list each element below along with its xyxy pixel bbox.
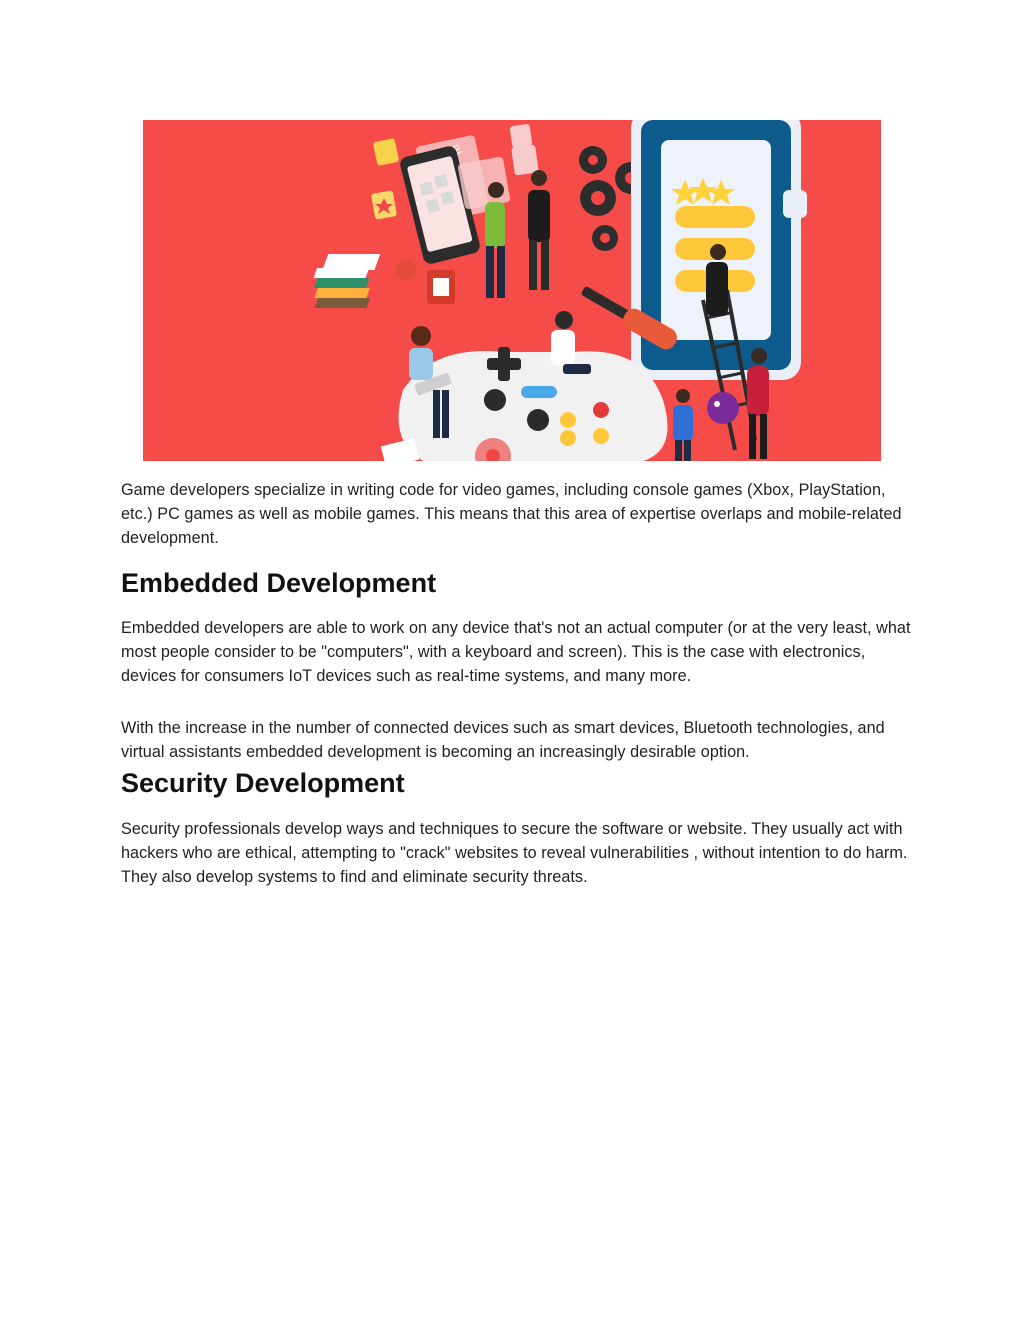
security-development-heading: Security Development: [121, 768, 405, 798]
illustration-svg: [143, 120, 881, 461]
embedded-development-heading: Embedded Development: [121, 568, 437, 598]
embedded-development-paragraph-2: With the increase in the number of connected devices such as smart devices, Bluetooth technologies, and virtual assistants embedded development is becoming an increasingly desirable option.: [121, 719, 885, 761]
game-development-illustration: [143, 120, 881, 461]
game-development-paragraph: Game developers specialize in writing code for video games, including console games (Xbox, PlayStation, etc.) PC games as well as mobile games. This means that this area of expertise overlaps and mobile-related development.: [121, 481, 902, 547]
security-development-paragraph: Security professionals develop ways and techniques to secure the software or website. They usually act with hackers who are ethical, attempting to "crack" websites to reveal vulnerabilities , without intention to do harm. They also develop systems to find and eliminate security threats.: [121, 820, 908, 886]
embedded-development-paragraph-1: Embedded developers are able to work on any device that's not an actual computer (or at the very least, what most people consider to be "computers", with a keyboard and screen). This is the case with electronics, devices for consumers IoT devices such as real-time systems, and many more.: [121, 619, 911, 685]
